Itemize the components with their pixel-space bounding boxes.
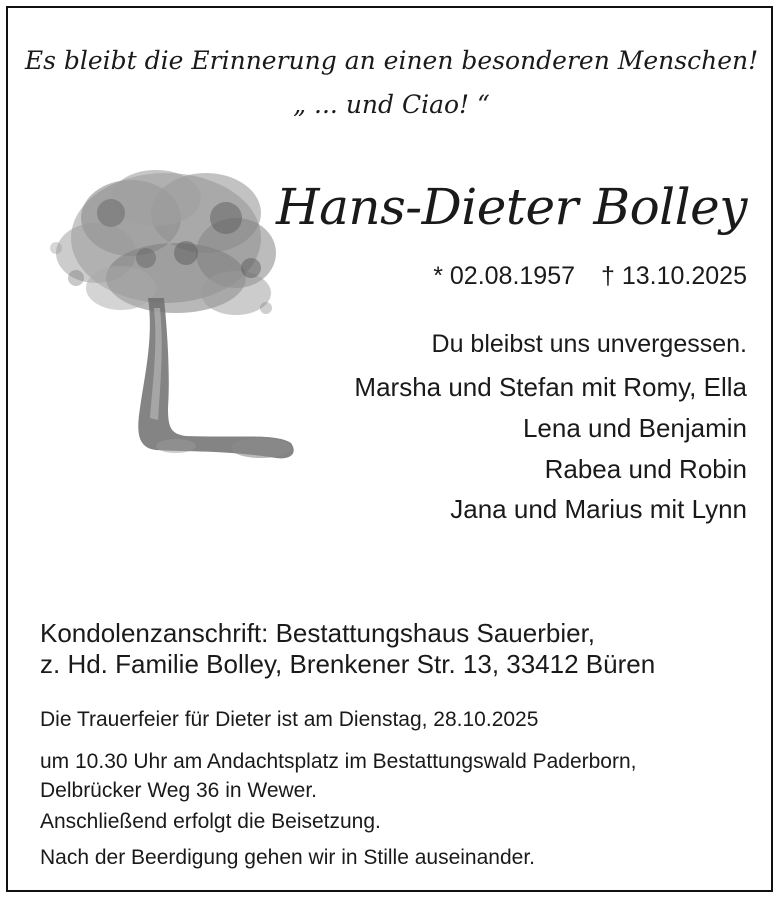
- watercolor-tree-icon: [36, 158, 306, 488]
- mourner-line: Lena und Benjamin: [522, 413, 747, 443]
- funeral-info-line: Delbrücker Weg 36 in Wewer.: [40, 779, 318, 802]
- funeral-info-line: Nach der Beerdigung gehen wir in Stille auseinander.: [40, 846, 535, 869]
- condolence-address-line-2: z. Hd. Familie Bolley, Brenkener Str. 13, 33412 Büren: [40, 649, 656, 679]
- condolence-address-line-1: Kondolenzanschrift: Bestattungshaus Sauerbier,: [40, 618, 596, 648]
- funeral-info-line: um 10.30 Uhr am Andachtsplatz im Bestattungswald Paderborn,: [40, 750, 637, 773]
- funeral-info-line: Anschließend erfolgt die Beisetzung.: [40, 810, 381, 833]
- mourner-line: Jana und Marius mit Lynn: [450, 494, 747, 524]
- motto-line-1: Es bleibt die Erinnerung an einen besonderen Menschen!: [24, 46, 759, 75]
- death-date: † 13.10.2025: [601, 262, 747, 290]
- birth-date: * 02.08.1957: [433, 262, 576, 290]
- mourner-line: Rabea und Robin: [544, 454, 747, 484]
- motto-line-2: „ ... und Ciao! “: [293, 90, 490, 119]
- life-dates: [433, 262, 747, 291]
- funeral-info-line: Die Trauerfeier für Dieter ist am Dienstag, 28.10.2025: [40, 708, 539, 731]
- mourners-intro: Du bleibst uns unvergessen.: [431, 330, 747, 358]
- mourner-line: Marsha und Stefan mit Romy, Ella: [354, 372, 747, 402]
- deceased-name: Hans-Dieter Bolley: [276, 178, 747, 236]
